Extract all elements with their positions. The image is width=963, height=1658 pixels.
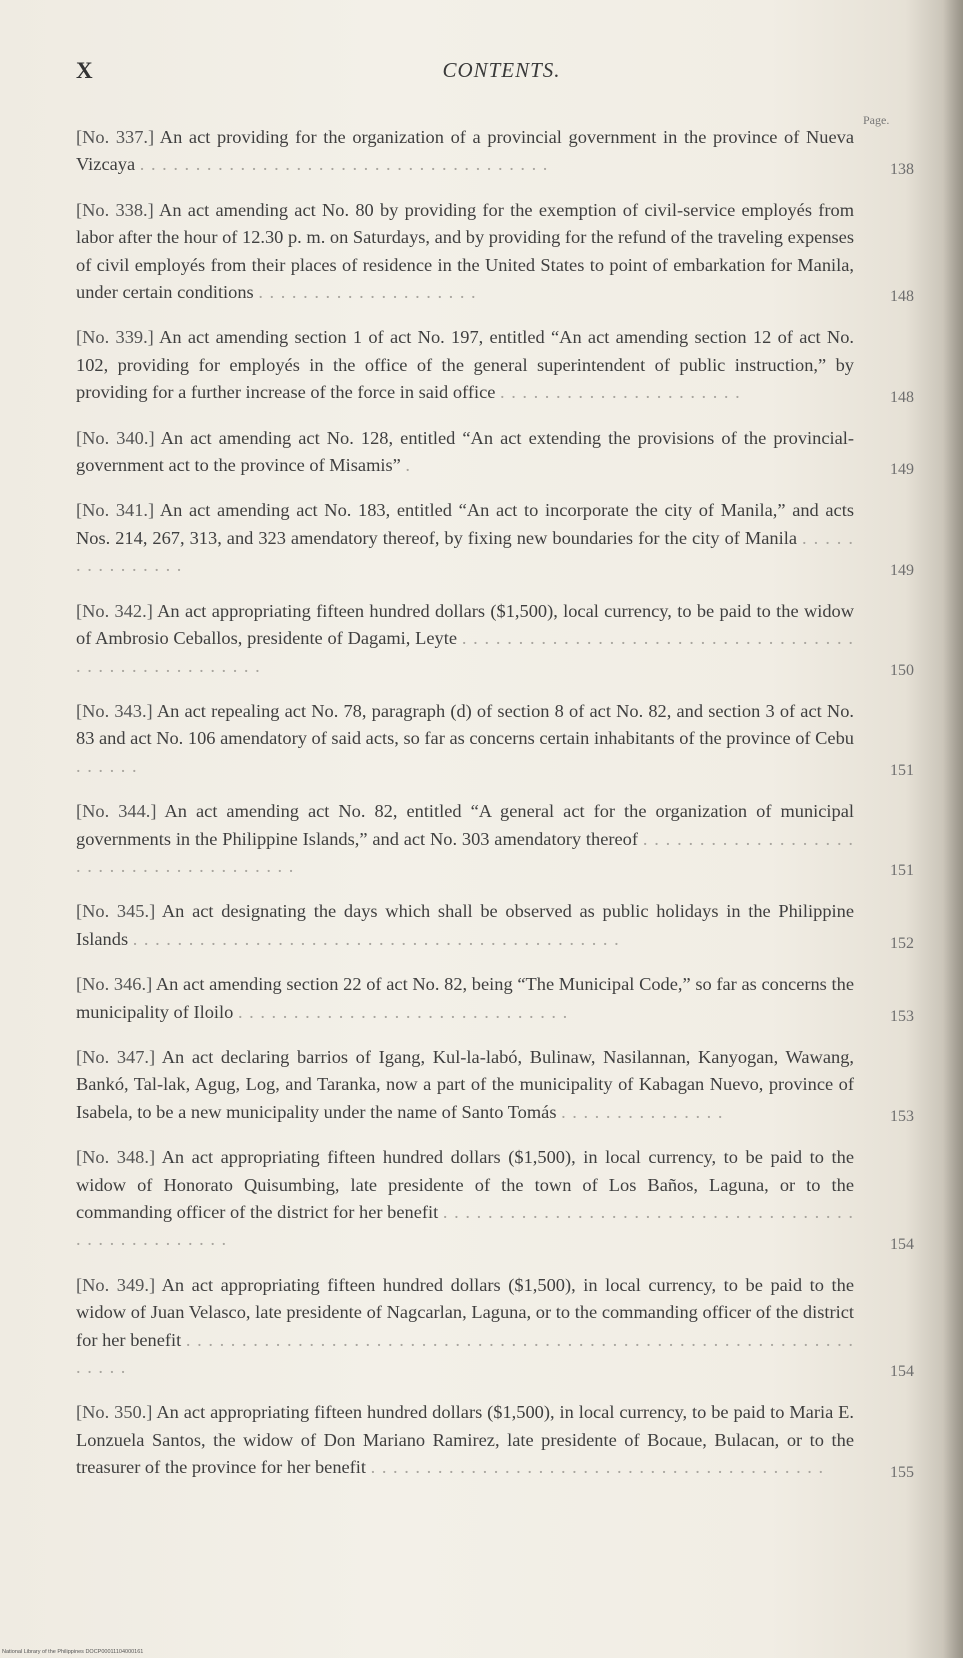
- page-ref: 153: [890, 1108, 914, 1126]
- page-ref: 149: [890, 461, 914, 479]
- act-title: An act appropriating fifteen hundred dollars ($1,500), local currency, to be paid to the widow of Ambrosio Ceballos, presidente of Dagami, Leyte: [76, 600, 855, 649]
- contents-entry: [76, 898, 916, 953]
- contents-entry: [76, 698, 916, 780]
- act-number: [No. 341.]: [76, 500, 155, 521]
- page-ref: 152: [890, 935, 914, 953]
- act-number: [No. 347.]: [76, 1046, 156, 1067]
- act-title: An act appropriating fifteen hundred dollars ($1,500), in local currency, to be paid to the widow of Honorato Quisumbing, late presidente of the town of Los Baños, Laguna, or to the commanding officer of the district for her benefit: [76, 1147, 854, 1222]
- act-title: An act designating the days which shall be observed as public holidays in the Philippine Islands: [76, 901, 854, 949]
- leader-dots: . . . . . . . . . . . . . . . . . . . . . . . . . . . . . . . . . . . . . . .: [76, 828, 854, 876]
- page-ref: 148: [890, 388, 914, 406]
- page-ref: 148: [890, 288, 914, 306]
- contents-entry: [76, 598, 916, 680]
- act-title: An act amending act No. 128, entitled “An act extending the provisions of the provincial-government act to the province of Misamis”: [76, 427, 855, 476]
- page-ref: 153: [890, 1007, 914, 1025]
- act-title: An act amending section 1 of act No. 197, entitled “An act amending section 12 of act No. 102, providing for employés in the office of the general superintendent of public instruction,” by providing for a further increase of the force in said office: [76, 327, 854, 403]
- page-ref: 149: [890, 561, 914, 579]
- contents-entry: [76, 798, 916, 880]
- contents-list: [76, 124, 916, 1500]
- act-number: [No. 343.]: [76, 700, 153, 721]
- contents-entry: [76, 197, 916, 307]
- leader-dots: . . . . . . . . . . . . . . . . . . . . . . . . . . . . . . . . . . . . . . . . . . . .: [132, 928, 620, 949]
- page-ref: 138: [890, 160, 914, 178]
- leader-dots: . . . . . . . . . . . . . . . . . . . .: [258, 282, 477, 303]
- leader-dots: . . . . . . . . . . . . . . . . . . . . . . . . . . . . . . . . . . . . . . . . . . . . . . . . . . . . . . . . . . . . . . . . .: [76, 1329, 854, 1378]
- act-number: [No. 342.]: [76, 600, 153, 621]
- act-title: An act amending act No. 183, entitled “An act to incorporate the city of Manila,” and acts Nos. 214, 267, 313, and 323 amendatory thereof, by fixing new boundaries for the city of Manila: [76, 500, 854, 548]
- act-title: An act amending section 22 of act No. 82, being “The Municipal Code,” so far as concerns the municipality of Iloilo: [76, 974, 854, 1022]
- act-number: [No. 337.]: [76, 127, 155, 147]
- contents-entry: [76, 971, 916, 1026]
- act-title: An act amending act No. 82, entitled “A general act for the organization of municipal governments in the Philippine Islands,” and act No. 303 amendatory thereof: [76, 801, 854, 849]
- act-title: An act repealing act No. 78, paragraph (d) of section 8 of act No. 82, and section 3 of act No. 83 and act No. 106 amendatory of said acts, so far as concerns certain inhabitants of the province of Cebu: [76, 700, 854, 749]
- act-title: An act appropriating fifteen hundred dollars ($1,500), in local currency, to be paid to the widow of Juan Velasco, late presidente of Nagcarlan, Laguna, or to the commanding officer of the district for her benefit: [76, 1274, 854, 1350]
- act-number: [No. 349.]: [76, 1274, 156, 1295]
- page-ref: 155: [890, 1463, 914, 1481]
- act-number: [No. 344.]: [76, 801, 157, 822]
- leader-dots: . . . . . . . . . . . . . . . . . . . . . . . . . . . . . . . . . . . . . . . . . . . . . . . . . . . .: [76, 628, 854, 676]
- page-ref: 154: [890, 1363, 914, 1381]
- library-footer: National Library of the Philippines DOCP00011104000161: [2, 1649, 144, 1655]
- page-ref: 151: [890, 862, 914, 880]
- leader-dots: . . . . . . . . . . . . . . . . . . . . . .: [500, 382, 741, 403]
- leader-dots: . . . . . . . . . . . . . . . . . . . . . . . . . . . . . . . . . . . . .: [139, 154, 549, 175]
- page-ref: 151: [890, 762, 914, 780]
- act-number: [No. 345.]: [76, 901, 156, 922]
- leader-dots: . . . . . . . . . . . . . . .: [561, 1101, 724, 1122]
- act-title: An act declaring barrios of Igang, Kul-la-labó, Bulinaw, Nasilannan, Kanyogan, Wawang, Bankó, Tal-lak, Agug, Log, and Taranka, now a part of the municipality of Kabagan Nuevo, province of Isabela, to be a new municipality under the name of Santo Tomás: [76, 1046, 854, 1122]
- leader-dots: . . . . . . . . . . . . . . .: [76, 527, 854, 576]
- leader-dots: .: [405, 455, 412, 476]
- contents-entry: [76, 1272, 916, 1382]
- contents-entry: [76, 124, 916, 179]
- leader-dots: . . . . . . . . . . . . . . . . . . . . . . . . . . . . . .: [237, 1001, 569, 1022]
- page-title: CONTENTS.: [442, 58, 561, 82]
- leader-dots: . . . . . . . . . . . . . . . . . . . . . . . . . . . . . . . . . . . . . . . . . . . . . . . . . . .: [76, 1202, 854, 1250]
- act-number: [No. 348.]: [76, 1147, 156, 1168]
- contents-entry: [76, 324, 916, 406]
- act-number: [No. 340.]: [76, 427, 155, 448]
- act-number: [No. 338.]: [76, 199, 154, 220]
- contents-entry: [76, 1044, 916, 1126]
- leader-dots: . . . . . .: [76, 755, 138, 776]
- contents-entry: [76, 497, 916, 579]
- act-title: An act appropriating fifteen hundred dollars ($1,500), in local currency, to be paid to Maria E. Lonzuela Santos, the widow of Don Mariano Ramirez, late presidente of Bocaue, Bulacan, or to the treasurer of the province for her benefit: [76, 1402, 854, 1478]
- act-title: An act amending act No. 80 by providing for the exemption of civil-service employés from labor after the hour of 12.30 p. m. on Saturdays, and by providing for the refund of the traveling expenses of civil employés from their places of residence in the United States to point of embarkation for Manila, under certain conditions: [76, 199, 854, 303]
- page-column-label: Page.: [863, 113, 890, 127]
- page-ref: 154: [890, 1235, 914, 1253]
- act-number: [No. 339.]: [76, 327, 154, 348]
- act-number: [No. 346.]: [76, 974, 153, 995]
- contents-entry: [76, 1399, 916, 1481]
- contents-entry: [76, 1144, 916, 1254]
- act-title: An act providing for the organization of a provincial government in the province of Nueva Vizcaya: [76, 127, 854, 175]
- page-header: [76, 52, 867, 92]
- contents-entry: [76, 425, 916, 480]
- page-edge-shadow: [943, 0, 963, 1658]
- leader-dots: . . . . . . . . . . . . . . . . . . . . . . . . . . . . . . . . . . . . . . . . .: [370, 1457, 825, 1478]
- page-ref: 150: [890, 661, 914, 679]
- act-number: [No. 350.]: [76, 1402, 153, 1423]
- page-number-roman: X: [76, 58, 93, 83]
